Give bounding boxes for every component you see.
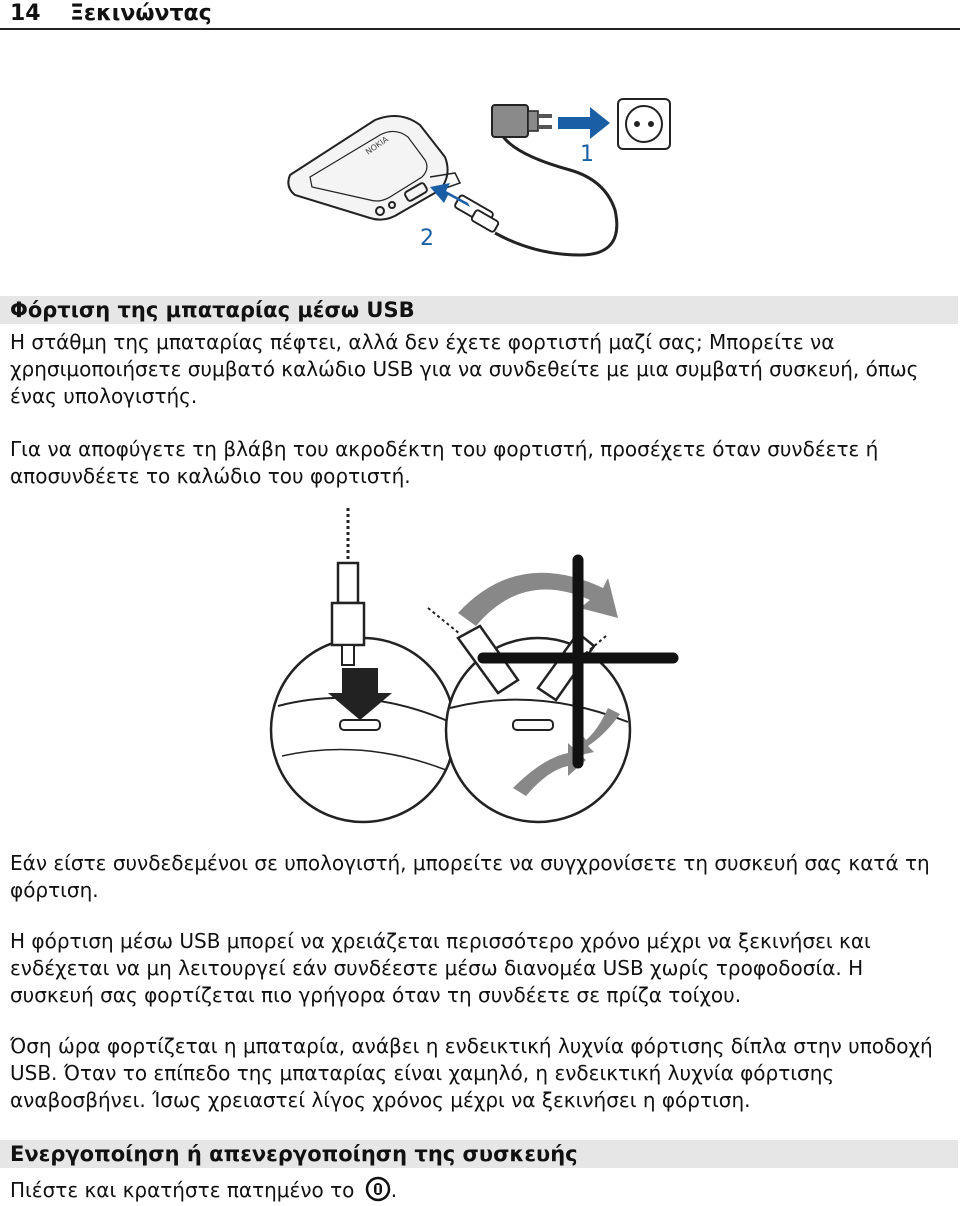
charger-connection-illustration (280, 95, 680, 270)
paragraph-usb-time: Η φόρτιση μέσω USB μπορεί να χρειάζεται περισσότερο χρόνο μέχρι να ξεκινήσει και ενδέχεται να μη λειτουργεί εάν συνδέεστε μέσω διανομέα USB χωρίς τροφοδοσία. Η συσκευή σας φορτίζεται πιο γρήγορα όταν τη συνδέετε σε πρίζα τοίχου. (10, 929, 871, 1007)
wall-socket-illustration (618, 99, 670, 149)
paragraph-usb-sync: Εάν είστε συνδεδεμένοι σε υπολογιστή, μπορείτε να συγχρονίσετε τη συσκευή σας κατά τη φόρτιση. (10, 851, 930, 902)
correct-insertion-illustration (271, 508, 455, 822)
charger-illustration-svg (280, 95, 680, 270)
arrow-blue-icon (558, 107, 610, 139)
power-instruction-text: Πιέστε και κρατήστε πατημένο το (10, 1178, 361, 1202)
page-header (0, 0, 960, 30)
arrow-wiggle-icon (458, 573, 618, 626)
paragraph-usb-intro: Η στάθμη της μπαταρίας πέφτει, αλλά δεν έχετε φορτιστή μαζί σας; Μπορείτε να χρησιμοποιήσετε συμβατό καλώδιο USB για να συνδεθείτε με μια συμβατή συσκευή, όπως ένας υπολογιστής. (10, 330, 919, 408)
page-number: 14 (10, 1, 41, 26)
phone-brand-label: NOKIA (363, 134, 390, 157)
paragraph-usb-indicator: Όση ώρα φορτίζεται η μπαταρία, ανάβει η ενδεικτική λυχνία φόρτισης δίπλα στην υποδοχή USB. Όταν το επίπεδο της μπαταρίας είναι χαμηλό, η ενδεικτική λυχνία φόρτισης αναβοσβήνει. Ίσως χρειαστεί λίγος χρόνος μέχρι να ξεκινήσει η φόρτιση. (10, 1034, 933, 1112)
page-section-title: Ξεκινώντας (70, 1, 212, 26)
step-2-label: 2 (420, 226, 434, 251)
phone-illustration (288, 116, 460, 220)
wall-charger-illustration (492, 105, 552, 137)
usb-insertion-illustration (268, 508, 688, 828)
power-instruction-end: . (390, 1178, 398, 1202)
section-heading-usb-charging: Φόρτιση της μπαταρίας μέσω USB (0, 296, 958, 324)
charger-cable (495, 120, 617, 255)
section-heading-power: Ενεργοποίηση ή απενεργοποίηση της συσκευής (0, 1140, 958, 1168)
step-1-label: 1 (580, 142, 594, 167)
paragraph-power-instruction (10, 1176, 950, 1204)
power-key-icon (365, 1176, 391, 1202)
paragraph-usb-caution: Για να αποφύγετε τη βλάβη του ακροδέκτη του φορτιστή, προσέχετε όταν συνδέετε ή αποσυνδέετε το καλώδιο του φορτιστή. (10, 437, 879, 488)
usb-insertion-svg (268, 508, 688, 828)
incorrect-insertion-illustration (428, 608, 630, 822)
